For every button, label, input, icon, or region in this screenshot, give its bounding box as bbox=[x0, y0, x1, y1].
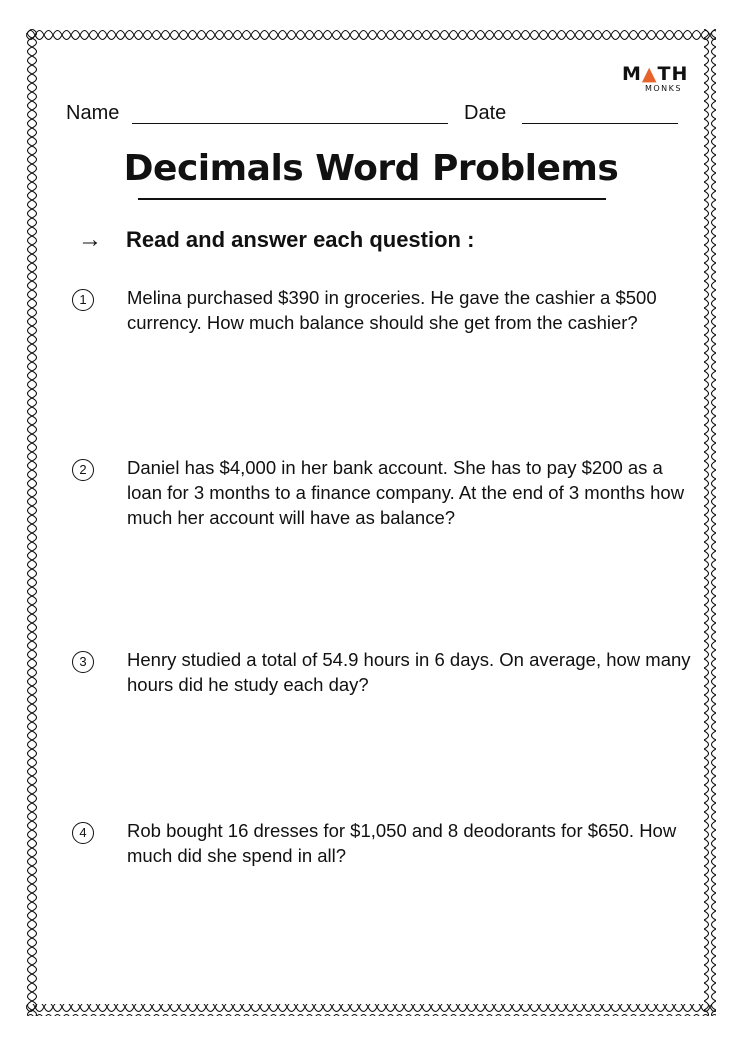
arrow-right-icon: → bbox=[78, 226, 102, 253]
logo-subtitle: MONKS bbox=[644, 84, 682, 93]
logo-triangle-icon: ▲ bbox=[641, 63, 658, 85]
logo-letters-left: M bbox=[622, 63, 642, 85]
logo-letters-right: TH bbox=[657, 63, 689, 85]
question-number-badge: 3 bbox=[72, 651, 94, 673]
worksheet-title: Decimals Word Problems bbox=[123, 148, 619, 189]
question-text: Henry studied a total of 54.9 hours in 6 days. On average, how many hours did he study each day? bbox=[127, 649, 691, 695]
name-field-line[interactable] bbox=[132, 123, 448, 124]
title-underline bbox=[138, 198, 606, 200]
question-number-badge: 4 bbox=[72, 822, 94, 844]
date-field-line[interactable] bbox=[522, 123, 678, 124]
instruction-text: Read and answer each question : bbox=[126, 227, 475, 252]
question-number-badge: 2 bbox=[72, 459, 94, 481]
question-text: Daniel has $4,000 in her bank account. She has to pay $200 as a loan for 3 months to a finance company. At the end of 3 months how much her account will have as balance? bbox=[127, 457, 685, 528]
question-text: Rob bought 16 dresses for $1,050 and 8 deodorants for $650. How much did she spend in all? bbox=[127, 820, 677, 866]
instruction bbox=[78, 226, 474, 254]
date-label: Date bbox=[464, 102, 507, 124]
brand-logo bbox=[622, 63, 689, 93]
question-number-badge: 1 bbox=[72, 289, 94, 311]
question-text: Melina purchased $390 in groceries. He gave the cashier a $500 currency. How much balance should she get from the cashier? bbox=[127, 287, 657, 333]
name-label: Name bbox=[66, 102, 120, 124]
